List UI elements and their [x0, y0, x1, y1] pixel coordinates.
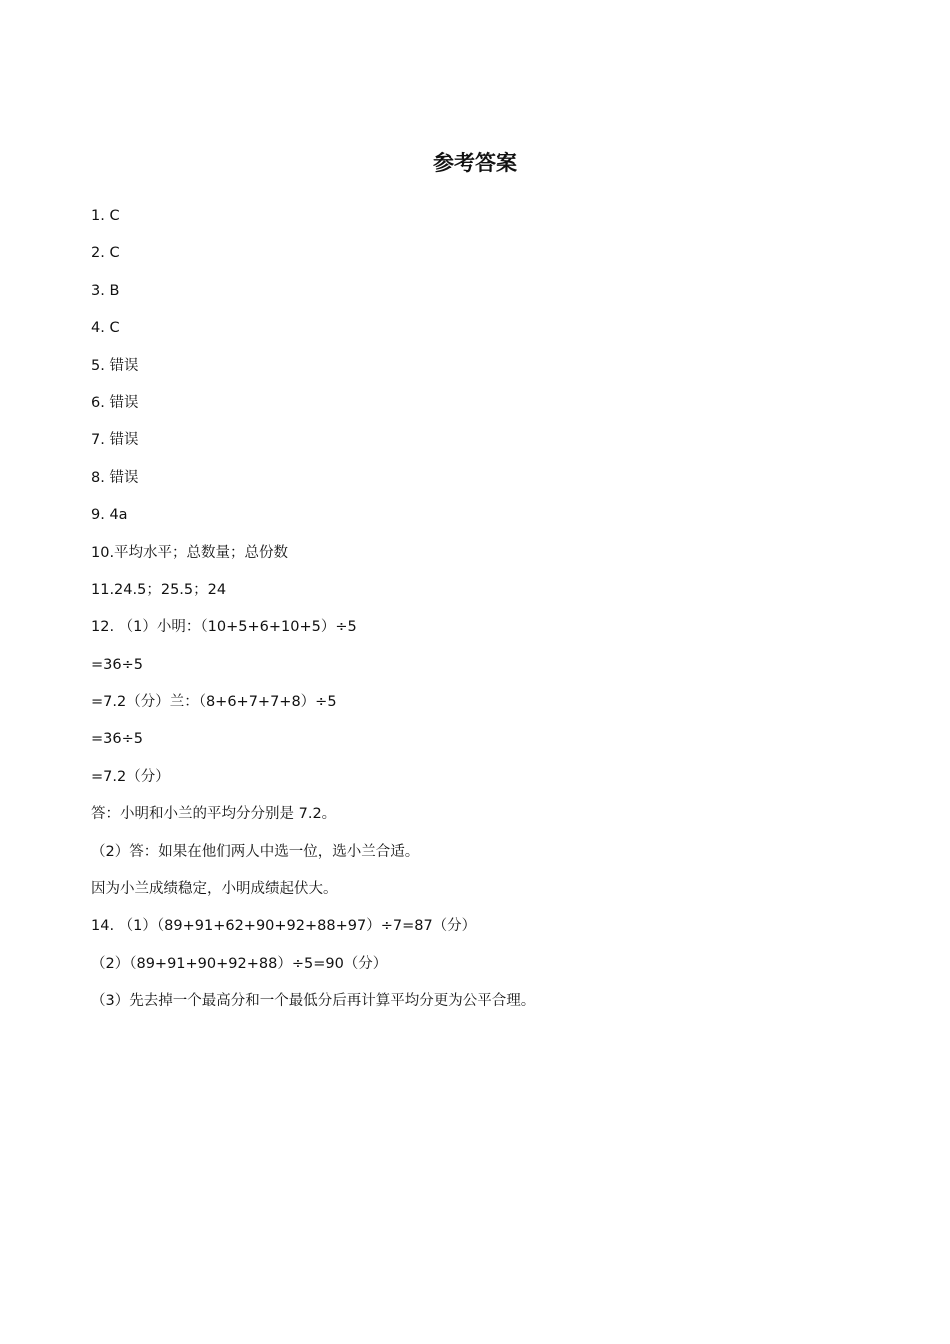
answer-line-14-part-1: 14. （1）（89+91+62+90+92+88+97）÷7=87（分）: [91, 918, 477, 935]
page-title: 参考答案: [433, 151, 517, 175]
answer-line-4: 4. C: [91, 320, 120, 337]
answer-line-12-step-4: =7.2（分）: [91, 768, 170, 785]
answer-line-6: 6. 错误: [91, 394, 139, 411]
answer-line-14-part-3: （3）先去掉一个最高分和一个最低分后再计算平均分更为公平合理。: [91, 993, 536, 1010]
answer-line-12-part-2: （2）答：如果在他们两人中选一位，选小兰合适。: [91, 843, 420, 860]
answer-line-5: 5. 错误: [91, 357, 139, 374]
answer-line-12-conclusion: 答：小明和小兰的平均分分别是 7.2。: [91, 806, 337, 823]
answer-line-12-step-2: =7.2（分）兰：（8+6+7+7+8）÷5: [91, 694, 337, 711]
answer-line-2: 2. C: [91, 245, 120, 262]
answer-line-14-part-2: （2）（89+91+90+92+88）÷5=90（分）: [91, 955, 388, 972]
answer-line-12-step-3: =36÷5: [91, 731, 143, 748]
answer-line-1: 1. C: [91, 208, 120, 224]
answer-line-7: 7. 错误: [91, 432, 139, 449]
answer-line-12-step-1: =36÷5: [91, 656, 143, 673]
answer-line-12: 12. （1）小明：（10+5+6+10+5）÷5: [91, 619, 357, 636]
answer-list: [91, 204, 871, 1027]
answer-line-10: 10.平均水平；总数量；总份数: [91, 544, 289, 561]
answer-line-12-reason: 因为小兰成绩稳定，小明成绩起伏大。: [91, 881, 338, 898]
answer-line-8: 8. 错误: [91, 469, 139, 486]
answer-line-11: 11.24.5；25.5；24: [91, 581, 227, 598]
answer-line-9: 9. 4a: [91, 507, 128, 524]
answer-line-3: 3. B: [91, 282, 120, 299]
